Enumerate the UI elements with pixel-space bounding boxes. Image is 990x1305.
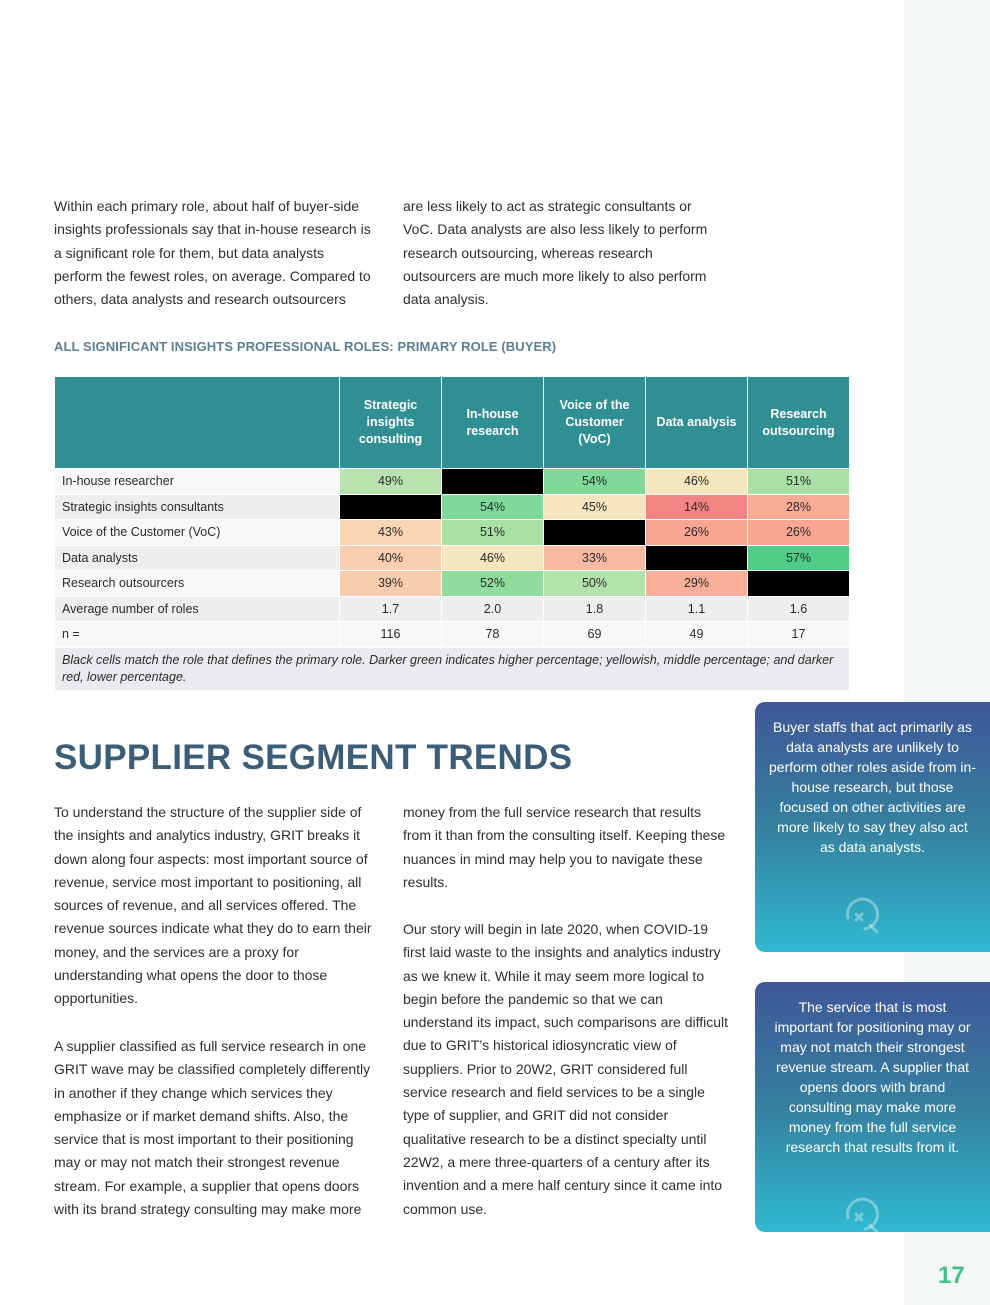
average-row: [55, 596, 850, 622]
data-cell: 51%: [442, 520, 544, 546]
table-note: Black cells match the role that defines the primary role. Darker green indicates higher percentage; yellowish, middle percentage; and darker red, lower percentage.: [55, 647, 850, 690]
data-cell: 26%: [748, 520, 850, 546]
average-cell: 2.0: [442, 596, 544, 622]
data-cell: 26%: [646, 520, 748, 546]
callout-box: [755, 702, 990, 952]
page-number: 17: [938, 1262, 965, 1289]
table-row: [55, 494, 850, 520]
data-cell: 29%: [646, 571, 748, 597]
row-label: Research outsourcers: [55, 571, 340, 597]
row-label: In-house researcher: [55, 469, 340, 495]
n-cell: 116: [340, 622, 442, 648]
average-cell: 1.7: [340, 596, 442, 622]
data-cell: 46%: [646, 469, 748, 495]
insight-icon: [839, 1192, 883, 1236]
data-cell: 51%: [748, 469, 850, 495]
insight-icon: [839, 892, 883, 936]
body-paragraph: money from the full service research that results from it than from the consulting itself. Keeping these nuances in mind may help you to navigate these results.: [403, 804, 726, 890]
n-row: [55, 622, 850, 648]
column-header: Voice of the Customer (VoC): [544, 377, 646, 469]
data-cell: 57%: [748, 545, 850, 571]
average-cell: 1.8: [544, 596, 646, 622]
table-row: [55, 520, 850, 546]
header-empty: [55, 377, 340, 469]
table-row: [55, 571, 850, 597]
data-cell: 39%: [340, 571, 442, 597]
intro-paragraph-left: Within each primary role, about half of buyer-side insights professionals say that in-house research is a significant role for them, but data analysts perform the fewest roles, on average. Compared to others, data analysts and research outsourcers: [54, 198, 371, 308]
row-label: Data analysts: [55, 545, 340, 571]
column-header: In-house research: [442, 377, 544, 469]
data-cell: 45%: [544, 494, 646, 520]
callout-text: The service that is most important for positioning may or may not match their strongest revenue stream. A supplier that opens doors with brand consulting may make more money from the full service research that results from it.: [774, 999, 971, 1155]
data-cell: 49%: [340, 469, 442, 495]
body-paragraph: A supplier classified as full service research in one GRIT wave may be classified completely differently in another if they change which services they emphasize or if market demand shifts. Also, the service that is most important to their positioning may or may not match their strongest revenue stream. For example, a supplier that opens doors with its brand strategy consulting may make more: [54, 1038, 371, 1218]
n-cell: 49: [646, 622, 748, 648]
average-cell: 1.6: [748, 596, 850, 622]
data-cell: 52%: [442, 571, 544, 597]
row-label: Voice of the Customer (VoC): [55, 520, 340, 546]
data-cell: 14%: [646, 494, 748, 520]
table-title: ALL SIGNIFICANT INSIGHTS PROFESSIONAL ROLES: PRIMARY ROLE (BUYER): [54, 339, 557, 354]
callout-box: [755, 982, 990, 1232]
callout-text: Buyer staffs that act primarily as data analysts are unlikely to perform other roles aside from in-house research, but those focused on other activities are more likely to say they also act as data analysts.: [769, 719, 976, 855]
table-row: [55, 469, 850, 495]
table-header-row: [55, 377, 850, 469]
n-cell: 69: [544, 622, 646, 648]
body-paragraph: To understand the structure of the supplier side of the insights and analytics industry, GRIT breaks it down along four aspects: most important source of revenue, service most important to positioning, all sources of revenue, and all services offered. The revenue sources indicate what they do to earn their money, and the services are a proxy for understanding what opens the door to those opportunities.: [54, 804, 372, 1007]
n-cell: 17: [748, 622, 850, 648]
note-row: [55, 647, 850, 690]
data-cell: [544, 520, 646, 546]
data-cell: 54%: [442, 494, 544, 520]
intro-paragraph-right: are less likely to act as strategic consultants or VoC. Data analysts are also less likely to perform research outsourcing, whereas research outsourcers are much more likely to also perform data analysis.: [403, 198, 708, 308]
data-cell: 50%: [544, 571, 646, 597]
section-title: SUPPLIER SEGMENT TRENDS: [54, 738, 573, 777]
data-cell: 43%: [340, 520, 442, 546]
row-label: n =: [55, 622, 340, 648]
row-label: Strategic insights consultants: [55, 494, 340, 520]
column-header: Strategic insights consulting: [340, 377, 442, 469]
data-cell: [340, 494, 442, 520]
data-cell: 54%: [544, 469, 646, 495]
data-cell: 33%: [544, 545, 646, 571]
body-paragraph: Our story will begin in late 2020, when COVID-19 first laid waste to the insights and analytics industry as we knew it. While it may seem more logical to begin before the pandemic so that we can understand its impact, such comparisons are difficult due to GRIT’s historical idiosyncratic view of suppliers. Prior to 20W2, GRIT considered full service research and field services to be a single type of supplier, and GRIT did not consider qualitative research to be a distinct specialty until 22W2, a mere three-quarters of a century after its invention and a mere half century since it came into common use.: [403, 921, 729, 1217]
data-cell: [748, 571, 850, 597]
data-cell: [442, 469, 544, 495]
table-row: [55, 545, 850, 571]
column-header: Data analysis: [646, 377, 748, 469]
column-header: Research outsourcing: [748, 377, 850, 469]
row-label: Average number of roles: [55, 596, 340, 622]
data-cell: 40%: [340, 545, 442, 571]
roles-table: [54, 376, 850, 691]
data-cell: [646, 545, 748, 571]
data-cell: 28%: [748, 494, 850, 520]
average-cell: 1.1: [646, 596, 748, 622]
n-cell: 78: [442, 622, 544, 648]
data-cell: 46%: [442, 545, 544, 571]
